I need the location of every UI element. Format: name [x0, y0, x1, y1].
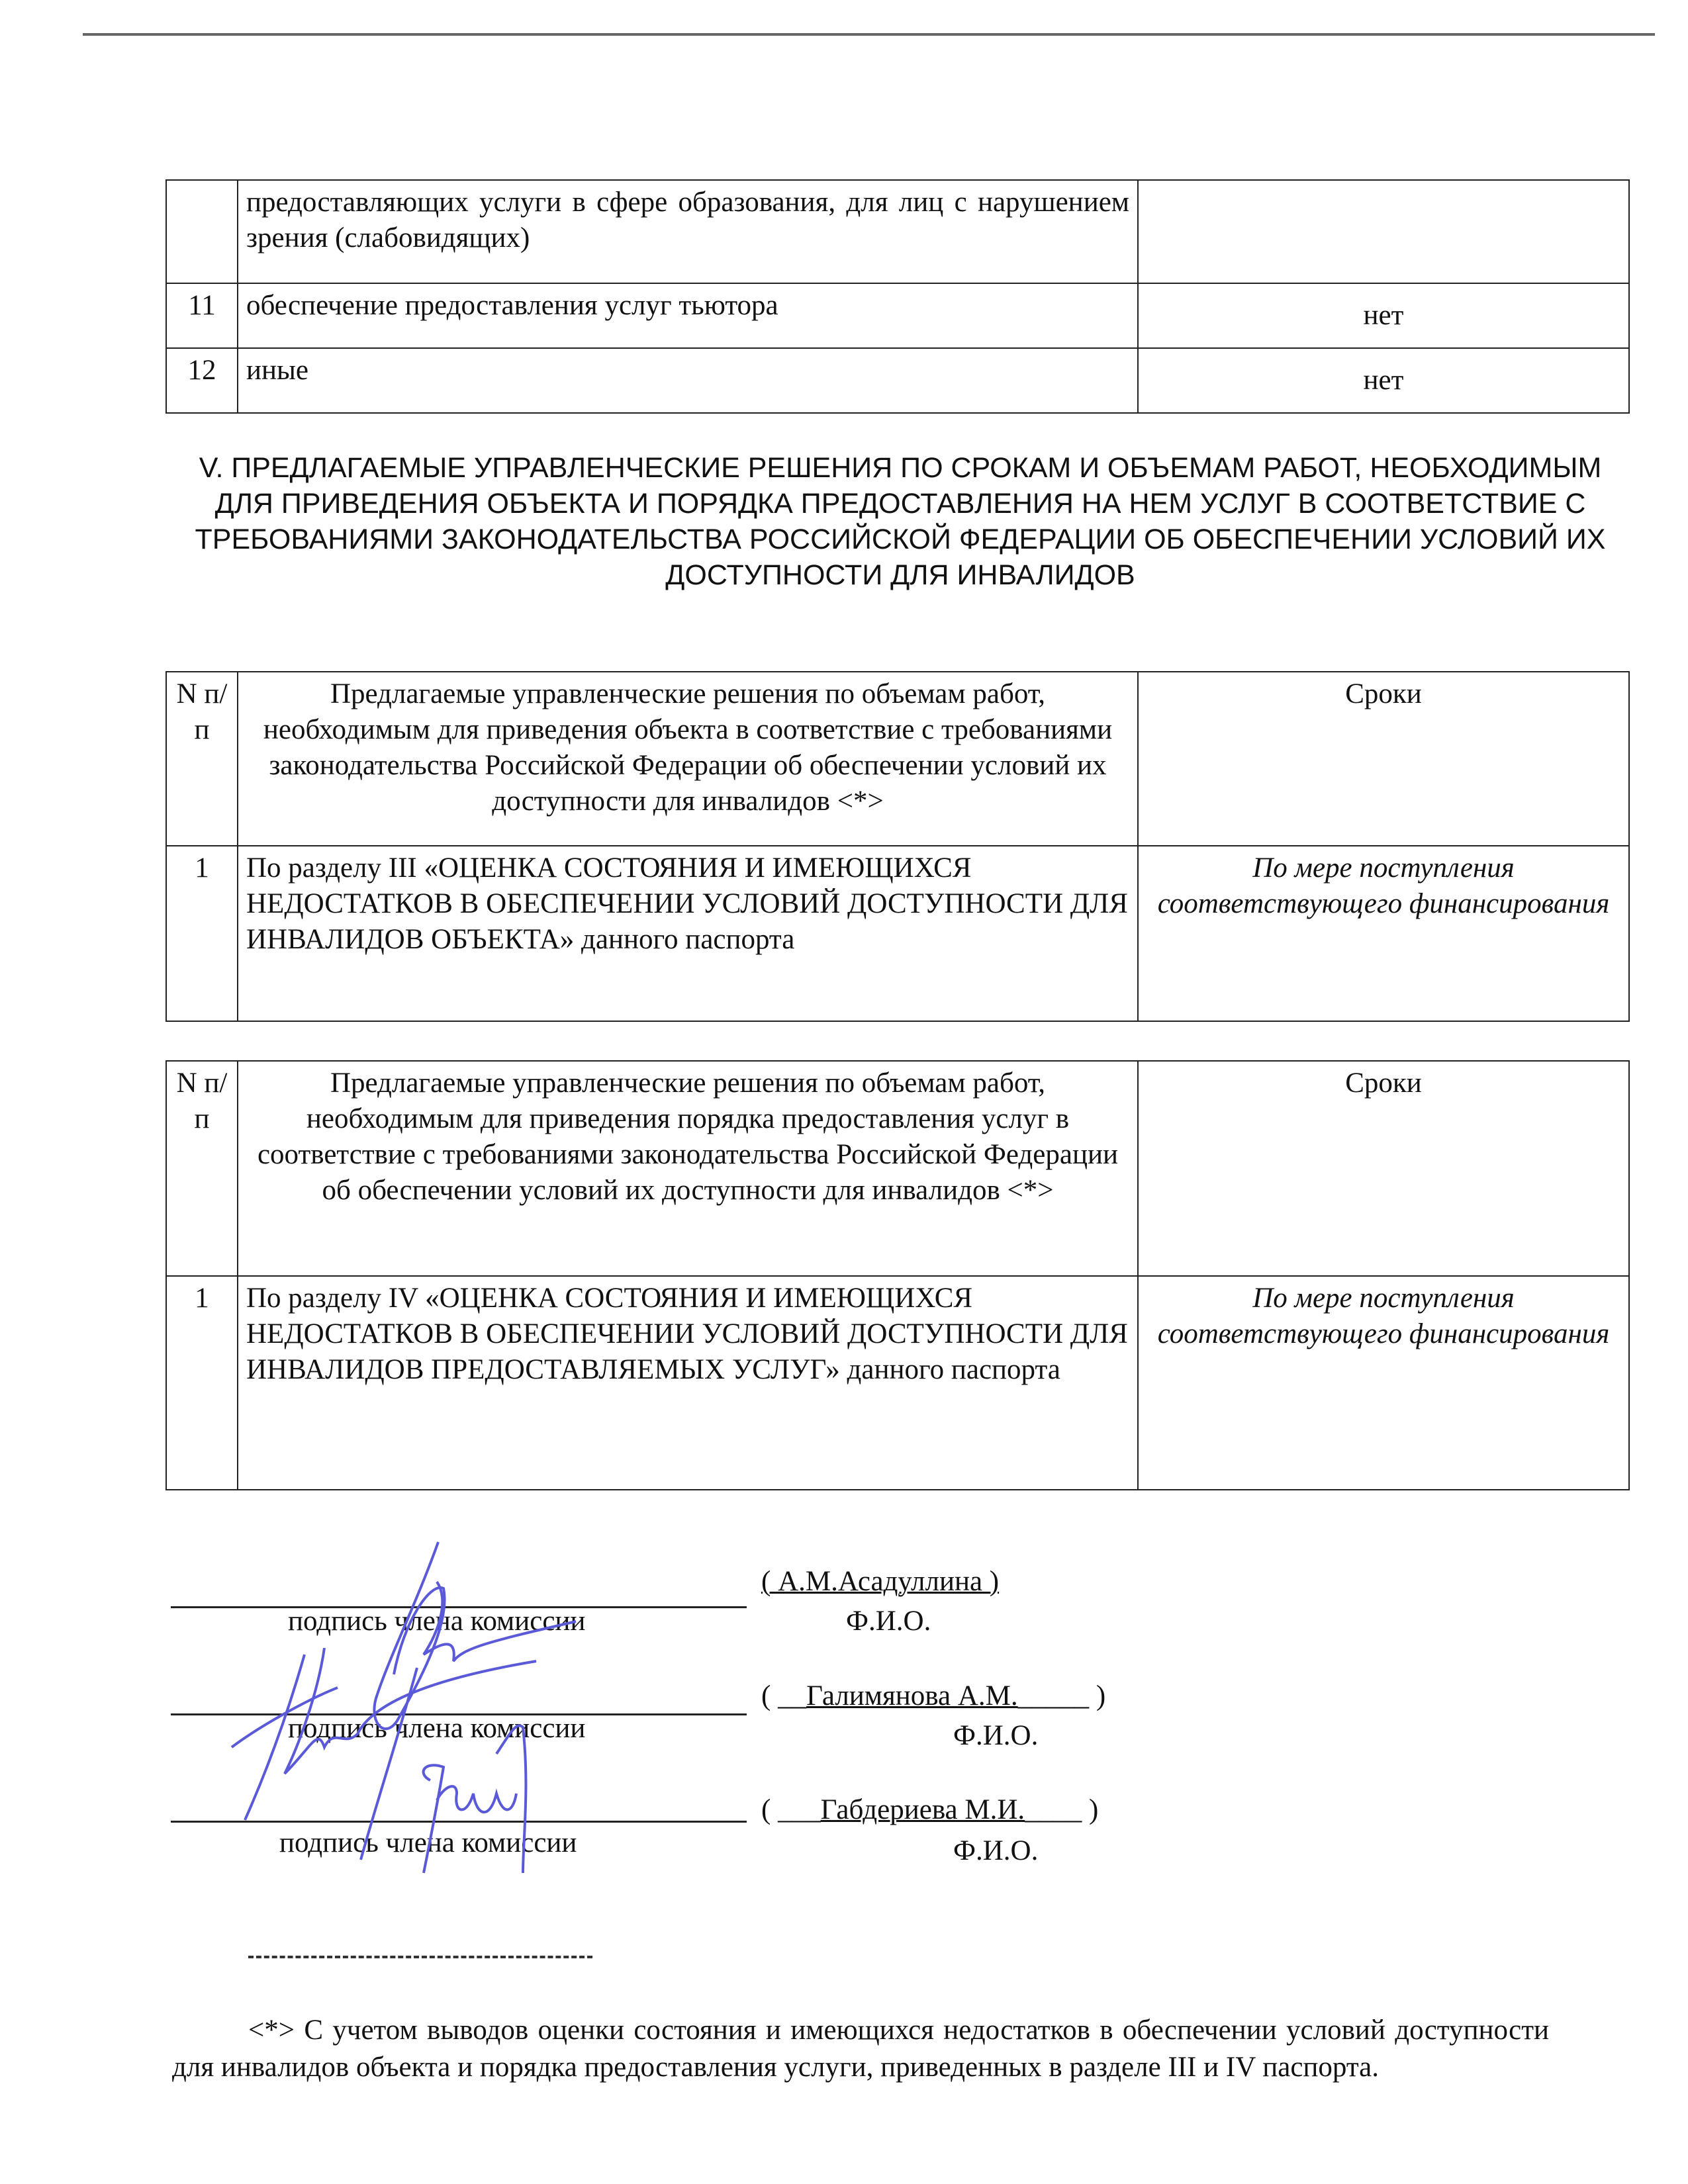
table-header-row [166, 672, 1629, 846]
row-number [166, 180, 238, 283]
table-row [166, 348, 1629, 413]
member-name [761, 1680, 1105, 1712]
table-row [166, 846, 1629, 1021]
table-services-decisions [165, 1060, 1630, 1490]
table-row [166, 180, 1629, 283]
table-accessibility-services-end [165, 179, 1630, 414]
footnote: <*> С учетом выводов оценки состояния и имеющихся недостатков в обеспечении условий доступности для инвалидов объекта и порядка предоставления услуги, приведенных в разделе III и IV паспорта. [172, 2015, 1549, 2083]
member-name-text: Галимянова А.М. [806, 1680, 1018, 1711]
header-number: N п/п [166, 672, 238, 846]
name-bracket-close: _____ ) [1017, 1680, 1106, 1711]
fio-label: Ф.И.О. [846, 1606, 931, 1637]
header-number: N п/п [166, 1061, 238, 1276]
row-text: предоставляющих услуги в сфере образования, для лиц с нарушением зрения (слабовидящих) [238, 180, 1138, 283]
row-value: нет [1138, 283, 1629, 348]
header-term: Сроки [1138, 672, 1629, 846]
row-text: иные [238, 348, 1138, 413]
signature-label: подпись члена комиссии [288, 1713, 586, 1744]
table-header-row [166, 1061, 1629, 1276]
header-decisions: Предлагаемые управленческие решения по объемам работ, необходимым для приведения объекта в соответствие с требованиями законодательства Российской Федерации об обеспечении условий их доступности для инвалидов <*> [238, 672, 1138, 846]
table-row [166, 283, 1629, 348]
name-bracket-open: ( ___ [761, 1794, 821, 1825]
row-text: обеспечение предоставления услуг тьютора [238, 283, 1138, 348]
row-text: По разделу III «ОЦЕНКА СОСТОЯНИЯ И ИМЕЮЩИХСЯ НЕДОСТАТКОВ В ОБЕСПЕЧЕНИИ УСЛОВИЙ ДОСТУПНОСТИ ДЛЯ ИНВАЛИДОВ ОБЪЕКТА» данного паспорта [238, 846, 1138, 1021]
name-bracket-close: ____ ) [1025, 1794, 1099, 1825]
table-row [166, 1276, 1629, 1490]
scan-top-rule [83, 33, 1655, 36]
row-number: 11 [166, 283, 238, 348]
header-term: Сроки [1138, 1061, 1629, 1276]
handwritten-signature-3 [391, 1707, 563, 1880]
row-number: 1 [166, 1276, 238, 1490]
signature-label: подпись члена комиссии [288, 1606, 586, 1637]
row-value [1138, 180, 1629, 283]
row-term: По мере поступления соответствующего финансирования [1138, 1276, 1629, 1490]
member-name-text: ( А.М.Асадуллина ) [761, 1566, 1000, 1597]
signature-label: подпись члена комиссии [279, 1827, 577, 1858]
row-text: По разделу IV «ОЦЕНКА СОСТОЯНИЯ И ИМЕЮЩИХСЯ НЕДОСТАТКОВ В ОБЕСПЕЧЕНИИ УСЛОВИЙ ДОСТУПНОСТИ ДЛЯ ИНВАЛИДОВ ПРЕДОСТАВЛЯЕМЫХ УСЛУГ» данного паспорта [238, 1276, 1138, 1490]
table-object-decisions [165, 671, 1630, 1022]
name-bracket-open: ( __ [761, 1680, 807, 1711]
fio-label: Ф.И.О. [953, 1835, 1039, 1866]
fio-label: Ф.И.О. [953, 1720, 1039, 1751]
member-name [761, 1794, 1098, 1826]
row-value: нет [1138, 348, 1629, 413]
row-number: 12 [166, 348, 238, 413]
member-name [761, 1565, 999, 1598]
header-decisions: Предлагаемые управленческие решения по объемам работ, необходимым для приведения порядка предоставления услуг в соответствие с требованиями законодательства Российской Федерации об обеспечении условий их доступности для инвалидов <*> [238, 1061, 1138, 1276]
footnote-separator [248, 1956, 592, 1958]
row-term: По мере поступления соответствующего финансирования [1138, 846, 1629, 1021]
row-number: 1 [166, 846, 238, 1021]
section-v-heading: V. ПРЕДЛАГАЕМЫЕ УПРАВЛЕНЧЕСКИЕ РЕШЕНИЯ ПО СРОКАМ И ОБЪЕМАМ РАБОТ, НЕОБХОДИМЫМ ДЛЯ ПРИВЕДЕНИЯ ОБЪЕКТА И ПОРЯДКА ПРЕДОСТАВЛЕНИЯ НА НЕМ УСЛУГ В СООТВЕТСТВИЕ С ТРЕБОВАНИЯМИ ЗАКОНОДАТЕЛЬСТВА РОССИЙСКОЙ ФЕДЕРАЦИИ ОБ ОБЕСПЕЧЕНИИ УСЛОВИЙ ИХ ДОСТУПНОСТИ ДЛЯ ИНВАЛИДОВ [195, 452, 1606, 591]
member-name-text: Габдериева М.И. [820, 1794, 1025, 1825]
